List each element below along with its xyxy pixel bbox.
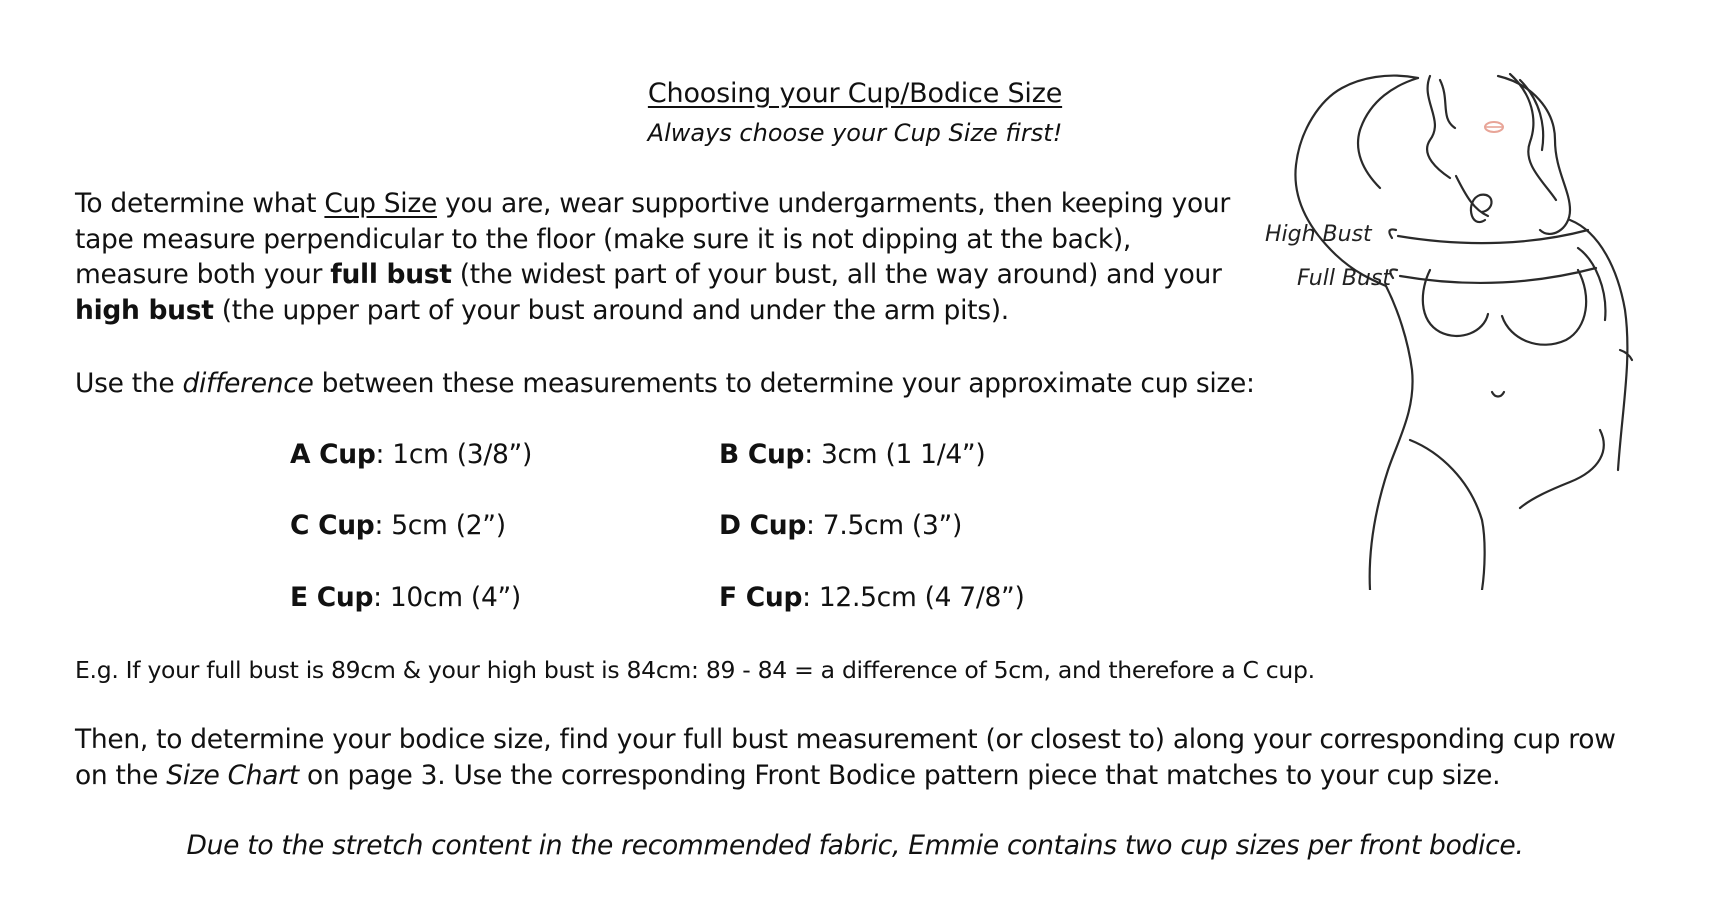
full-bust-label: Full Bust — [1297, 266, 1392, 291]
bodice-text: on page 3. Use the corresponding Front Bodice pattern piece that matches to your cup size. — [298, 759, 1501, 791]
difference-text: Use the — [75, 368, 183, 399]
cup-value: : 10cm (4”) — [373, 582, 521, 613]
page-subtitle: Always choose your Cup Size first! — [647, 119, 1063, 147]
cup-value: : 5cm (2”) — [374, 510, 506, 541]
bodice-line-1: Then, to determine your bodice size, find your full bust measurement (or closest to) along your corresponding cup row — [75, 724, 1616, 755]
size-chart-reference: Size Chart — [166, 759, 299, 791]
cup-size-term: Cup Size — [324, 188, 437, 219]
cup-entry-b — [719, 439, 985, 470]
body-outline-illustration — [1270, 70, 1670, 590]
intro-text: (the widest part of your bust, all the way around) and your — [451, 259, 1222, 290]
cup-label: D Cup — [719, 510, 807, 541]
full-bust-term: full bust — [330, 259, 452, 290]
cup-entry-f — [719, 582, 1025, 613]
intro-text: (the upper part of your bust around and under the arm pits). — [213, 294, 1009, 326]
cup-label: A Cup — [290, 439, 376, 470]
bodice-text: on the — [75, 759, 167, 791]
difference-text: between these measurements to determine your approximate cup size: — [313, 368, 1255, 399]
cup-label: E Cup — [290, 582, 374, 613]
high-bust-term: high bust — [75, 294, 214, 326]
intro-line-3 — [75, 257, 1290, 293]
cup-value: : 12.5cm (4 7/8”) — [802, 582, 1025, 613]
cup-label: F Cup — [719, 582, 803, 613]
intro-line-2: tape measure perpendicular to the floor (make sure it is not dipping at the back), — [75, 223, 1132, 255]
difference-paragraph — [75, 366, 1255, 402]
cup-entry-a — [290, 439, 532, 470]
bodice-paragraph — [75, 722, 1675, 793]
example-text: E.g. If your full bust is 89cm & your high bust is 84cm: 89 - 84 = a difference of 5cm, and therefore a C cup. — [75, 656, 1315, 684]
cup-value: : 7.5cm (3”) — [806, 510, 962, 541]
intro-text: measure both your — [75, 259, 331, 290]
intro-text: you are, wear supportive undergarments, then keeping your — [436, 188, 1230, 219]
intro-line-1 — [75, 186, 1290, 222]
cup-entry-c — [290, 510, 506, 541]
cup-entry-e — [290, 582, 521, 613]
intro-text: To determine what — [75, 188, 325, 219]
intro-paragraph — [75, 186, 1290, 328]
stretch-note: Due to the stretch content in the recommended fabric, Emmie contains two cup sizes per front bodice. — [186, 830, 1524, 861]
page-title: Choosing your Cup/Bodice Size — [647, 78, 1063, 109]
bust-measurement-figure — [1265, 70, 1670, 590]
intro-line-4 — [75, 293, 1290, 329]
cup-label: C Cup — [290, 510, 375, 541]
cup-value: : 3cm (1 1/4”) — [804, 439, 986, 470]
difference-term: difference — [182, 368, 314, 399]
cup-entry-d — [719, 510, 962, 541]
cup-label: B Cup — [719, 439, 805, 470]
bodice-line-2 — [75, 758, 1675, 794]
cup-value: : 1cm (3/8”) — [375, 439, 533, 470]
high-bust-label: High Bust — [1265, 222, 1372, 247]
